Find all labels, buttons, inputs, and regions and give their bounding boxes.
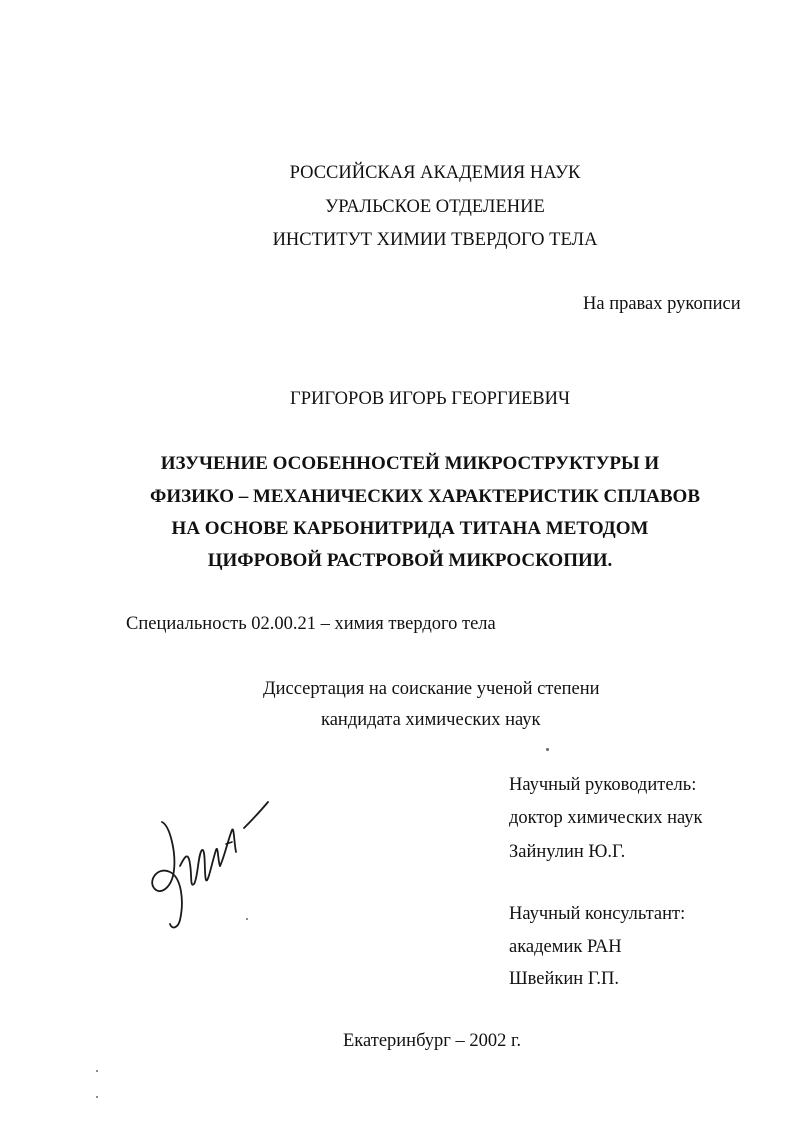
manuscript-note: На правах рукописи (583, 294, 741, 314)
supervisor-name: Зайнулин Ю.Г. (509, 842, 626, 862)
supervisor-degree: доктор химических наук (509, 808, 703, 828)
dissertation-line-2: кандидата химических наук (321, 710, 541, 730)
supervisor-role: Научный руководитель: (509, 775, 697, 795)
author-name: ГРИГОРОВ ИГОРЬ ГЕОРГИЕВИЧ (290, 389, 570, 409)
city-year: Екатеринбург – 2002 г. (343, 1031, 522, 1051)
dissertation-line-1: Диссертация на соискание ученой степени (263, 679, 600, 699)
title-line-2: ФИЗИКО – МЕХАНИЧЕСКИХ ХАРАКТЕРИСТИК СПЛАВОВ (150, 486, 701, 507)
title-line-4: ЦИФРОВОЙ РАСТРОВОЙ МИКРОСКОПИИ. (207, 550, 613, 571)
consultant-name: Швейкин Г.П. (509, 969, 620, 989)
scan-speck (546, 748, 549, 751)
header-institute: ИНСТИТУТ ХИМИИ ТВЕРДОГО ТЕЛА (272, 230, 598, 250)
header-academy: РОССИЙСКАЯ АКАДЕМИЯ НАУК (289, 163, 581, 183)
title-line-3: НА ОСНОВЕ КАРБОНИТРИДА ТИТАНА МЕТОДОМ (171, 518, 649, 539)
scan-speck (246, 918, 248, 920)
consultant-role: Научный консультант: (509, 904, 686, 924)
consultant-degree: академик РАН (509, 937, 622, 957)
header-branch: УРАЛЬСКОЕ ОТДЕЛЕНИЕ (325, 197, 545, 217)
title-line-1: ИЗУЧЕНИЕ ОСОБЕННОСТЕЙ МИКРОСТРУКТУРЫ И (160, 453, 660, 474)
scan-speck (96, 1096, 98, 1098)
handwritten-signature (140, 792, 280, 932)
scan-speck (96, 1070, 98, 1072)
specialty: Специальность 02.00.21 – химия твердого тела (126, 614, 496, 634)
